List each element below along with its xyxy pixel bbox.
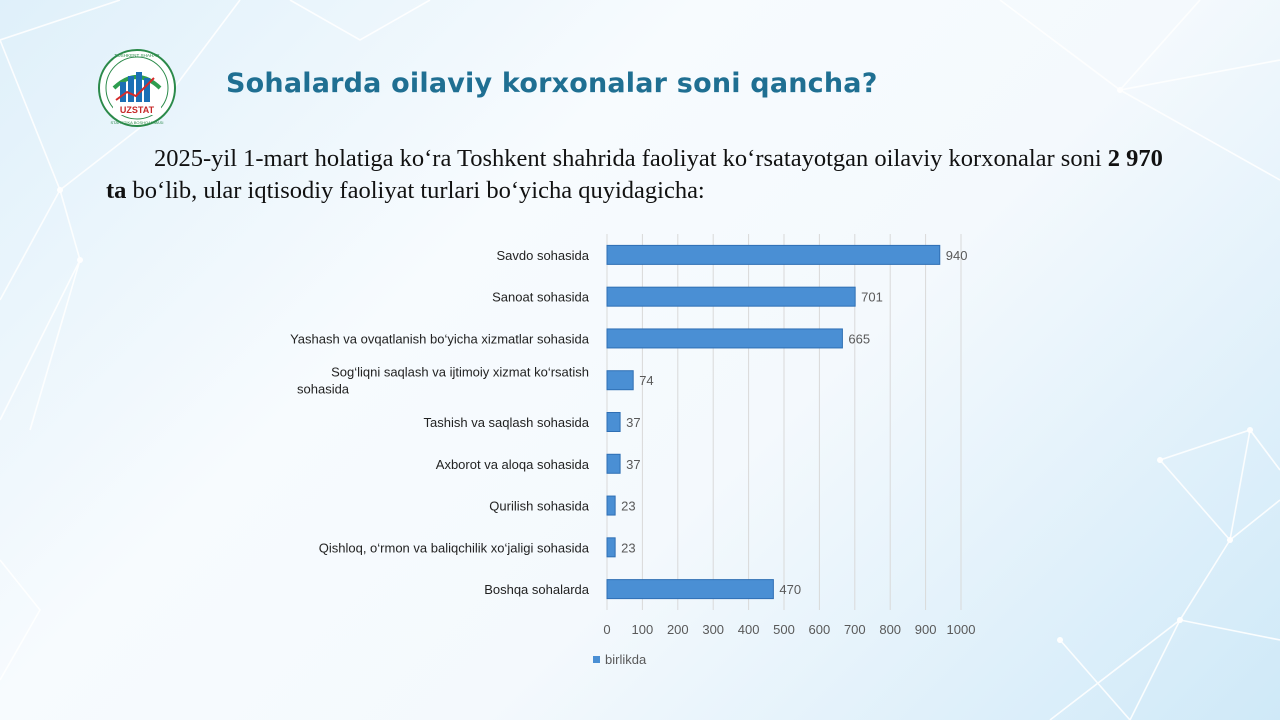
category-label: Yashash va ovqatlanish bo‘yicha xizmatlar sohasida bbox=[290, 331, 589, 347]
data-label: 940 bbox=[945, 247, 968, 263]
data-label: 37 bbox=[626, 415, 641, 430]
logo-ring-top: TOSHKENT SHAHAR bbox=[114, 53, 160, 58]
data-label: 37 bbox=[626, 456, 641, 472]
data-label: 470 bbox=[779, 582, 802, 598]
x-tick-label: 600 bbox=[808, 622, 831, 637]
x-tick-label: 1000 bbox=[946, 622, 976, 637]
bar bbox=[607, 538, 615, 557]
x-tick-label: 800 bbox=[879, 622, 902, 637]
x-tick-label: 300 bbox=[702, 622, 725, 637]
legend-label: birlikda bbox=[605, 652, 647, 667]
category-label: Qishloq, o‘rmon va baliqchilik xo‘jaligi sohasida bbox=[318, 540, 589, 556]
bar bbox=[607, 413, 620, 432]
category-label: Sog‘liqni saqlash va ijtimoiy xizmat ko‘rsatish sohasida bbox=[297, 364, 589, 397]
bar bbox=[607, 329, 842, 348]
data-label: 701 bbox=[861, 289, 883, 305]
legend-swatch bbox=[593, 656, 600, 663]
data-label: 74 bbox=[639, 373, 654, 389]
logo-text: UZSTAT bbox=[119, 105, 155, 115]
category-label: Qurilish sohasida bbox=[489, 498, 589, 514]
bar bbox=[607, 371, 633, 390]
bar bbox=[607, 496, 615, 515]
intro-total: 2 970 ta bbox=[106, 145, 1163, 204]
category-label: Axborot va aloqa sohasida bbox=[435, 456, 589, 472]
category-label: Boshqa sohalarda bbox=[484, 582, 589, 598]
bar bbox=[607, 287, 855, 306]
x-tick-label: 900 bbox=[914, 622, 937, 637]
bar bbox=[607, 454, 620, 473]
intro-text-start: 2025-yil 1-mart holatiga ko‘ra Toshkent shahrida faoliyat ko‘rsatayotgan oilaviy korxonalar soni bbox=[154, 145, 1108, 172]
bar bbox=[607, 580, 773, 599]
category-label: Sanoat sohasida bbox=[492, 289, 589, 305]
logo-ring-bottom: STATISTIKA BOSHQARMASI bbox=[110, 120, 164, 125]
x-tick-label: 0 bbox=[603, 622, 611, 637]
x-tick-label: 100 bbox=[631, 622, 654, 637]
intro-text-end: bo‘lib, ular iqtisodiy faoliyat turlari bo‘yicha quyidagicha: bbox=[126, 177, 705, 204]
category-label: Savdo sohasida bbox=[496, 247, 589, 263]
x-tick-label: 500 bbox=[773, 622, 795, 637]
x-tick-label: 700 bbox=[843, 622, 866, 637]
page-title: Sohalarda oilaviy korxonalar soni qancha? bbox=[226, 68, 878, 99]
x-tick-label: 400 bbox=[737, 622, 760, 637]
data-label: 23 bbox=[621, 540, 636, 556]
data-label: 665 bbox=[848, 331, 871, 347]
category-label: Tashish va saqlash sohasida bbox=[423, 415, 589, 430]
data-label: 23 bbox=[621, 498, 636, 514]
bar bbox=[607, 245, 940, 264]
x-tick-label: 200 bbox=[666, 622, 689, 637]
